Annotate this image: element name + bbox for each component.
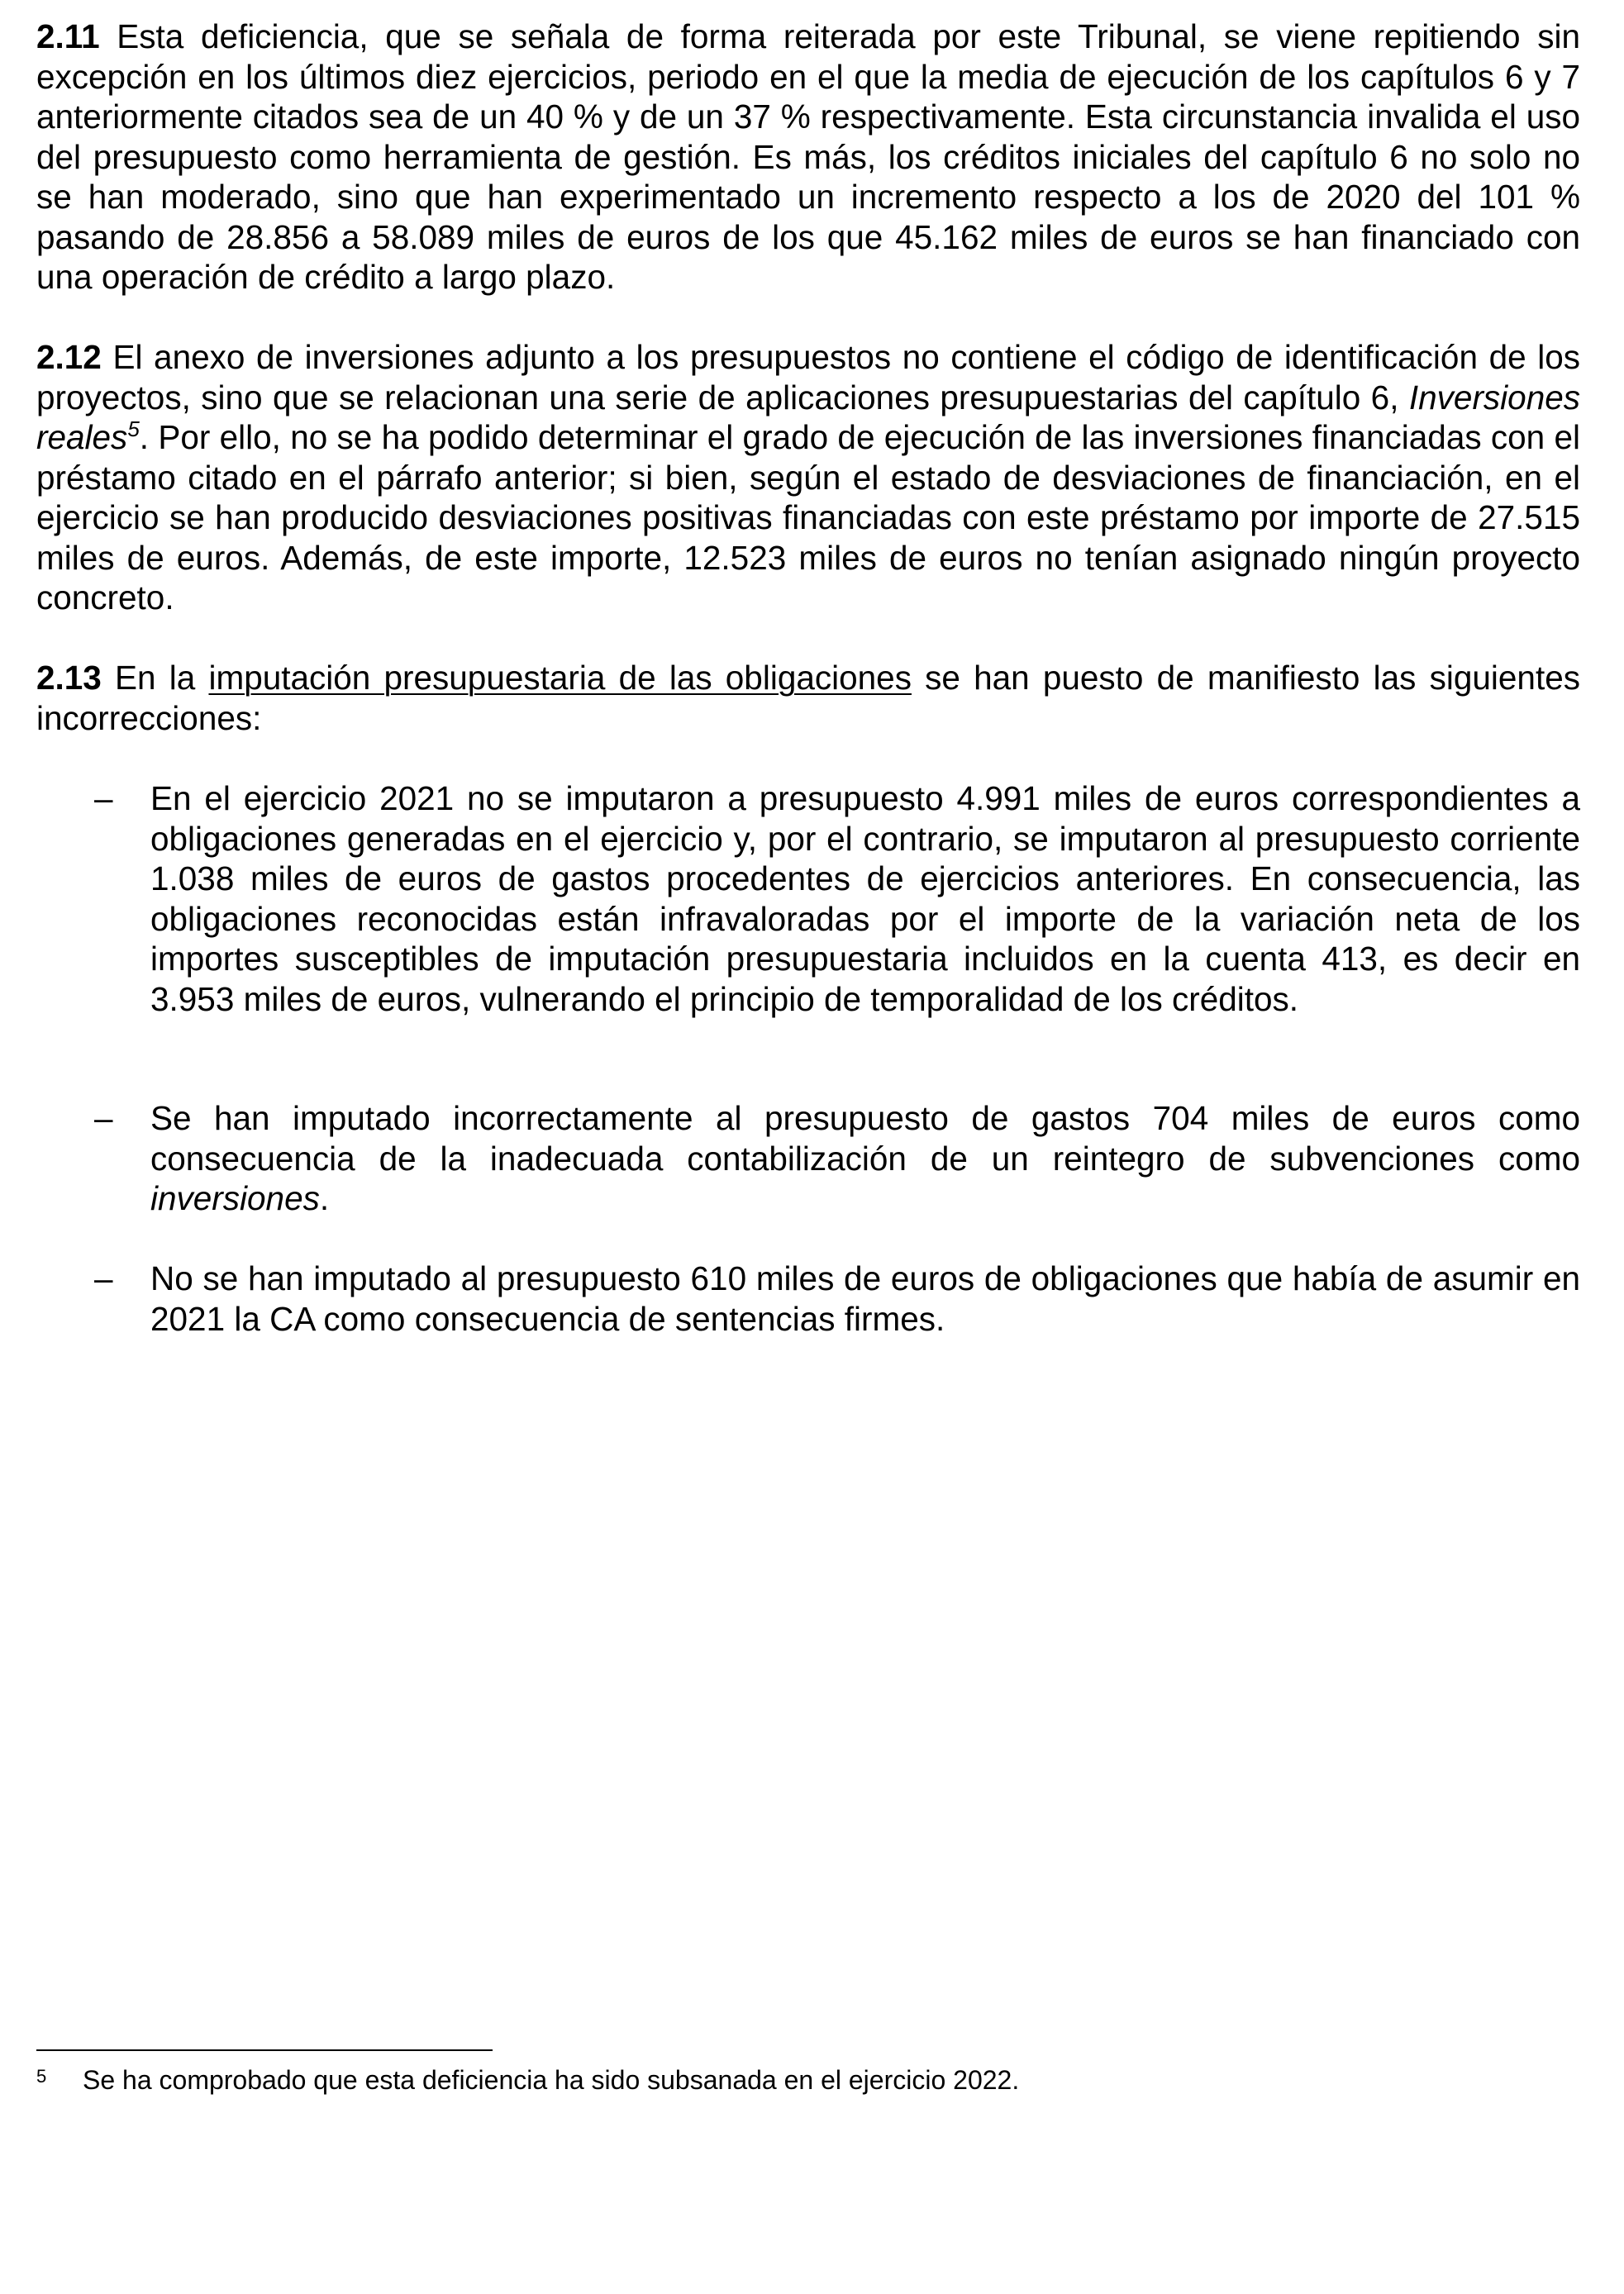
paragraph-number: 2.12 xyxy=(36,338,102,376)
underlined-phrase: imputación presupuestaria de las obligaciones xyxy=(208,659,912,697)
paragraph-text: Esta deficiencia, que se señala de forma reiterada por este Tribunal, se viene repitiendo sin excepción en los últimos diez ejercicios, periodo en el que la media de ejecución de los capítulos 6 y 7 anteriormente citados sea de un 40 % y de un 37 % respectivamente. Esta circunstancia invalida el uso del presupuesto como herramienta de gestión. Es más, los créditos iniciales del capítulo 6 no solo no se han moderado, sino que han experimentado un incremento respecto a los de 2020 del 101 % pasando de 28.856 a 58.089 miles de euros de los que 45.162 miles de euros se han financiado con una operación de crédito a largo plazo. xyxy=(36,17,1580,296)
footnote-reference[interactable]: 5 xyxy=(127,416,140,441)
list-item-text-end: . xyxy=(319,1179,330,1217)
dash-bullet: – xyxy=(94,779,113,817)
paragraph-number: 2.11 xyxy=(36,17,100,55)
italic-term: inversiones xyxy=(150,1179,320,1217)
paragraph-text: El anexo de inversiones adjunto a los presupuestos no contiene el código de identificación de los proyectos, sino que se relacionan una serie de aplicaciones presupuestarias del capítulo 6, xyxy=(36,338,1580,416)
paragraph-2-13 xyxy=(36,658,1580,738)
list-item-text: No se han imputado al presupuesto 610 miles de euros de obligaciones que había de asumir en 2021 la CA como consecuencia de sentencias firmes. xyxy=(150,1259,1580,1338)
paragraph-text-continued: se han puesto de manifiesto las siguientes incorrecciones: xyxy=(36,659,1580,737)
paragraph-2-12 xyxy=(36,337,1580,618)
dash-bullet: – xyxy=(94,1099,113,1137)
list-item-text: En el ejercicio 2021 no se imputaron a presupuesto 4.991 miles de euros correspondientes a obligaciones generadas en el ejercicio y, por el contrario, se imputaron al presupuesto corriente 1.038 miles de euros de gastos procedentes de ejercicios anteriores. En consecuencia, las obligaciones reconocidas están infravaloradas por el importe de la variación neta de los importes susceptibles de imputación presupuestaria incluidos en la cuenta 413, es decir en 3.953 miles de euros, vulnerando el principio de temporalidad de los créditos. xyxy=(150,779,1580,1018)
list-item-text xyxy=(150,1098,1580,1219)
italic-term: Inversiones reales xyxy=(36,378,1580,456)
footnote-separator xyxy=(36,2049,493,2051)
footnote-mark: 5 xyxy=(36,2066,47,2087)
paragraph-number: 2.13 xyxy=(36,659,102,697)
paragraph-text-continued: . Por ello, no se ha podido determinar el grado de ejecución de las inversiones financiadas con el préstamo citado en el párrafo anterior; si bien, según el estado de desviaciones de financiación, en el ejercicio se han producido desviaciones positivas financiadas con este préstamo por importe de 27.515 miles de euros. Además, de este importe, 12.523 miles de euros no tenían asignado ningún proyecto concreto. xyxy=(36,418,1580,616)
paragraph-text: En la xyxy=(115,659,196,697)
list-item-text-main: Se han imputado incorrectamente al presupuesto de gastos 704 miles de euros como consecuencia de la inadecuada contabilización de un reintegro de subvenciones como xyxy=(150,1099,1580,1178)
dash-bullet: – xyxy=(94,1259,113,1297)
footnote-text: Se ha comprobado que esta deficiencia ha sido subsanada en el ejercicio 2022. xyxy=(83,2065,1020,2095)
paragraph-2-11 xyxy=(36,17,1580,297)
